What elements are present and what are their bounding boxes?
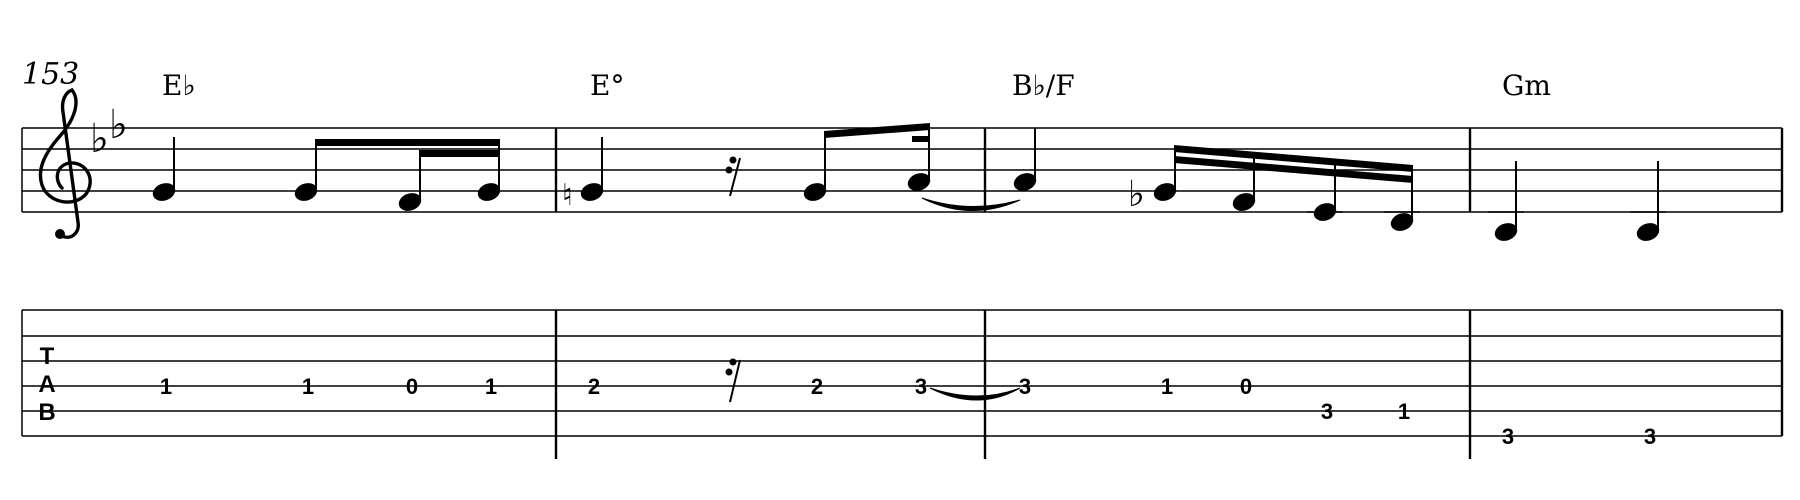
tab-fret-number: 1 (159, 374, 173, 399)
note-beam (912, 136, 930, 142)
measure-2-notes (562, 123, 932, 213)
chord-symbols (162, 69, 1551, 102)
tab-fret-number: 1 (1160, 374, 1174, 399)
tab-sixteenth-rest-icon (726, 359, 741, 403)
flat-icon: ♭ (1128, 174, 1145, 215)
note-beam (419, 150, 500, 157)
tab-clef-label (38, 343, 55, 426)
tab-fret-number: 1 (1397, 399, 1411, 424)
natural-icon: ♮ (562, 178, 573, 213)
tab-fret-number: 3 (1320, 399, 1334, 424)
sixteenth-rest-icon (726, 157, 741, 197)
tab-fret-number: 2 (587, 374, 601, 399)
flat-icon: ♭ (109, 102, 128, 148)
chord-symbol: B♭/F (1012, 69, 1075, 102)
chord-symbol: E♭ (162, 69, 196, 102)
measure-3-notes (1012, 128, 1420, 233)
tab-fret-number: 1 (484, 374, 498, 399)
measure-4-notes (1488, 161, 1666, 243)
tab-tie (930, 388, 1020, 400)
note-beam (315, 139, 500, 146)
key-signature (90, 102, 128, 162)
staff-lines (22, 128, 1782, 212)
treble-clef-icon (40, 90, 90, 239)
tab-label-b: B (38, 399, 56, 426)
note-beam (824, 123, 930, 138)
flat-icon: ♭ (90, 116, 109, 162)
tie (922, 198, 1020, 211)
tab-fret-number: 2 (810, 374, 824, 399)
tab-staff-lines (22, 310, 1782, 436)
measure-number: 153 (22, 57, 80, 92)
tab-fret-number: 3 (1018, 374, 1032, 399)
tab-fret-number: 3 (1643, 424, 1657, 449)
chord-symbol: Gm (1502, 69, 1551, 102)
tab-fret-number: 1 (301, 374, 315, 399)
tab-fret-number: 0 (405, 374, 419, 399)
tab-fret-number: 3 (914, 374, 928, 399)
tab-label-a: A (38, 371, 56, 398)
chord-symbol: E° (590, 69, 625, 102)
tab-label-t: T (39, 343, 55, 370)
tab-fret-number: 3 (1501, 424, 1515, 449)
tab-fret-number: 0 (1239, 374, 1253, 399)
